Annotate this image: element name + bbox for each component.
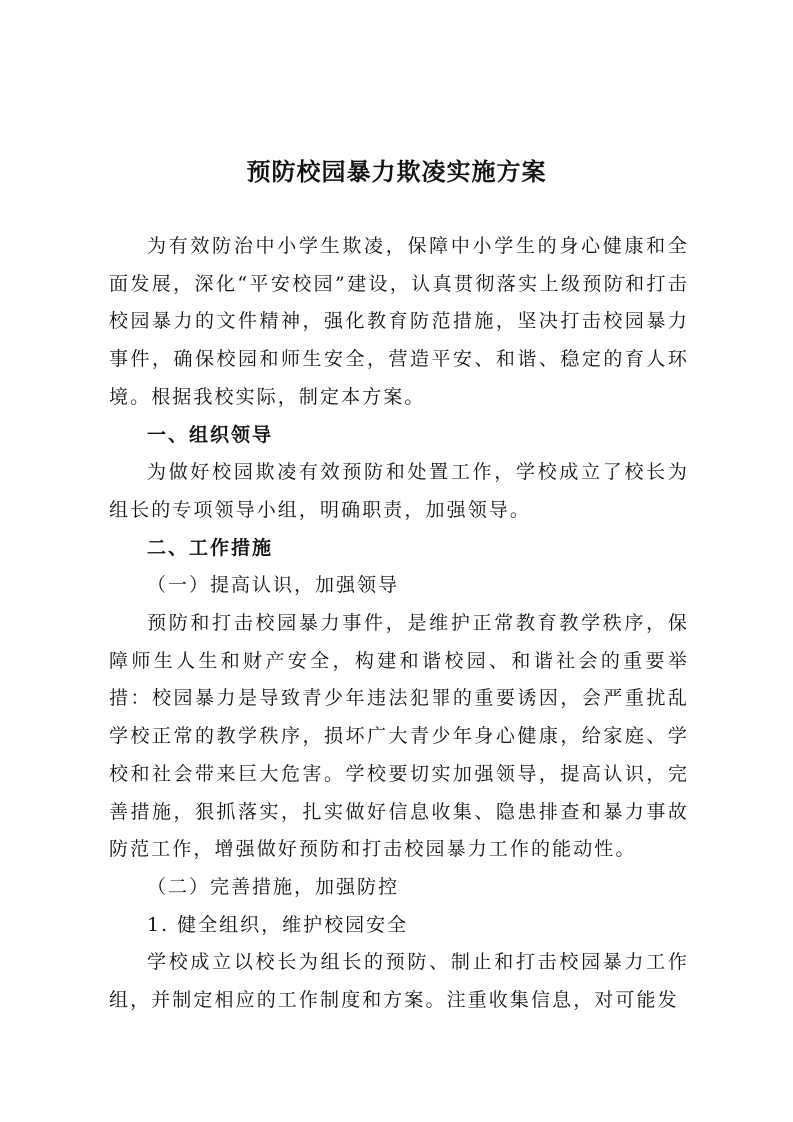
section-heading-measures: 二、工作措施	[147, 536, 274, 559]
document-body	[109, 228, 689, 1020]
subheading-organization-security: 1. 健全组织，维护校园安全	[147, 913, 409, 936]
organization-paragraph: 为做好校园欺凌有效预防和处置工作，学校成立了校长为组长的专项领导小组，明确职责，加强领导。	[109, 461, 689, 521]
subheading-awareness: （一）提高认识，加强领导	[147, 574, 400, 597]
subheading-prevention: （二）完善措施，加强防控	[147, 875, 400, 898]
prevention-paragraph: 学校成立以校长为组长的预防、制止和打击校园暴力工作组，并制定相应的工作制度和方案。注重收集信息，对可能发	[109, 951, 689, 1012]
intro-paragraph: 为有效防治中小学生欺凌，保障中小学生的身心健康和全面发展，深化“平安校园”建设，认真贯彻落实上级预防和打击校园暴力的文件精神，强化教育防范措施，坚决打击校园暴力事件，确保校园和师生安全，营造平安、和谐、稳定的育人环境。根据我校实际，制定本方案。	[109, 235, 689, 408]
section-heading-organization: 一、组织领导	[147, 423, 274, 446]
awareness-paragraph: 预防和打击校园暴力事件，是维护正常教育教学秩序，保障师生人生和财产安全，构建和谐校园、和谐社会的重要举措：校园暴力是导致青少年违法犯罪的重要诱因，会严重扰乱学校正常的教学秩序，损坏广大青少年身心健康，给家庭、学校和社会带来巨大危害。学校要切实加强领导，提高认识，完善措施，狠抓落实，扎实做好信息收集、隐患排查和暴力事故防范工作，增强做好预防和打击校园暴力工作的能动性。	[109, 612, 689, 861]
document-title: 预防校园暴力欺凌实施方案	[246, 157, 547, 186]
